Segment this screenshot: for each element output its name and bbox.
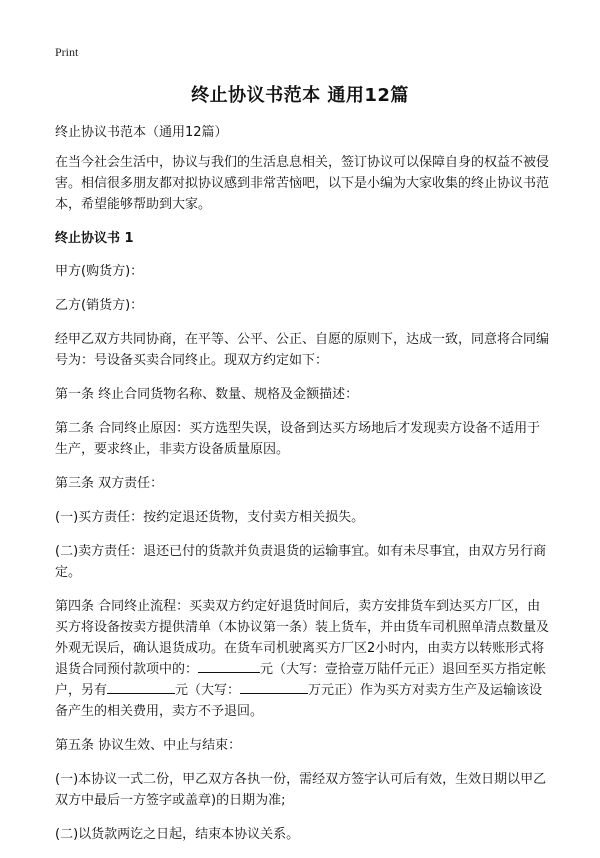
article-2: 第二条 合同终止原因：买方选型失误，设备到达买方场地后才发现卖方设备不适用于生产，要求终止，非卖方设备质量原因。 xyxy=(55,421,541,457)
page-title: 终止协议书范本 通用12篇 xyxy=(191,85,409,106)
article-4-text-3: 元（大写： xyxy=(175,683,241,698)
article-3: 第三条 双方责任： xyxy=(55,476,164,491)
document-body xyxy=(55,122,550,858)
article-5-clause-2: (二)以货款两讫之日起，结束本协议关系。 xyxy=(55,827,300,842)
intro-paragraph: 在当今社会生活中，协议与我们的生活息息相关，签订协议可以保障自身的权益不被侵害。相信很多朋友都对拟协议感到非常苦恼吧，以下是小编为大家收集的终止协议书范本，希望能够帮助到大家。 xyxy=(55,155,550,212)
article-4-text-4: 万元正）作为买方对卖方生产及运输该设备产生的相关费用，卖方不予退回。 xyxy=(55,683,543,719)
article-5: 第五条 协议生效、中止与结束： xyxy=(55,738,242,753)
article-4-text-1: 第四条 合同终止流程：买卖双方约定好退货时间后，卖方安排货车到达买方厂区，由买方将设备按卖方提供清单（本协议第一条）装上货车，并由货车司机照单清点数量及外观无误后，确认退货成功。在货车司机驶离买方厂区2小时内，由卖方以转账形式将退货合同预付款项中的： xyxy=(55,599,550,677)
article-5-clause-1: (一)本协议一式二份，甲乙双方各执一份，需经双方签字认可后有效，生效日期以甲乙双方中最后一方签字或盖章)的日期为准; xyxy=(55,772,547,808)
blank-field xyxy=(240,680,308,694)
article-3-seller: (二)卖方责任：退还已付的货款并负责退货的运输事宜。如有未尽事宜，由双方另行商定。 xyxy=(55,544,547,580)
blank-field xyxy=(198,659,260,673)
section-heading: 终止协议书 1 xyxy=(55,231,134,246)
party-b-line: 乙方(销货方)： xyxy=(55,298,144,313)
document-subtitle: 终止协议书范本（通用12篇） xyxy=(55,125,228,140)
print-link[interactable]: Print xyxy=(55,45,79,59)
blank-field xyxy=(107,680,175,694)
article-3-buyer: (一)买方责任：按约定退还货物，支付卖方相关损失。 xyxy=(55,510,365,525)
party-a-line: 甲方(购货方)： xyxy=(55,264,144,279)
agreement-paragraph: 经甲乙双方共同协商，在平等、公平、公正、自愿的原则下，达成一致，同意将合同编号为：号设备买卖合同终止。现双方约定如下： xyxy=(55,332,550,368)
article-1: 第一条 终止合同货物名称、数量、规格及金额描述： xyxy=(55,387,359,402)
article-4 xyxy=(55,596,550,722)
article-4-text-2: 元（大写：壹拾壹万陆仟元正）退回至买方指定帐户，另有 xyxy=(55,662,547,698)
